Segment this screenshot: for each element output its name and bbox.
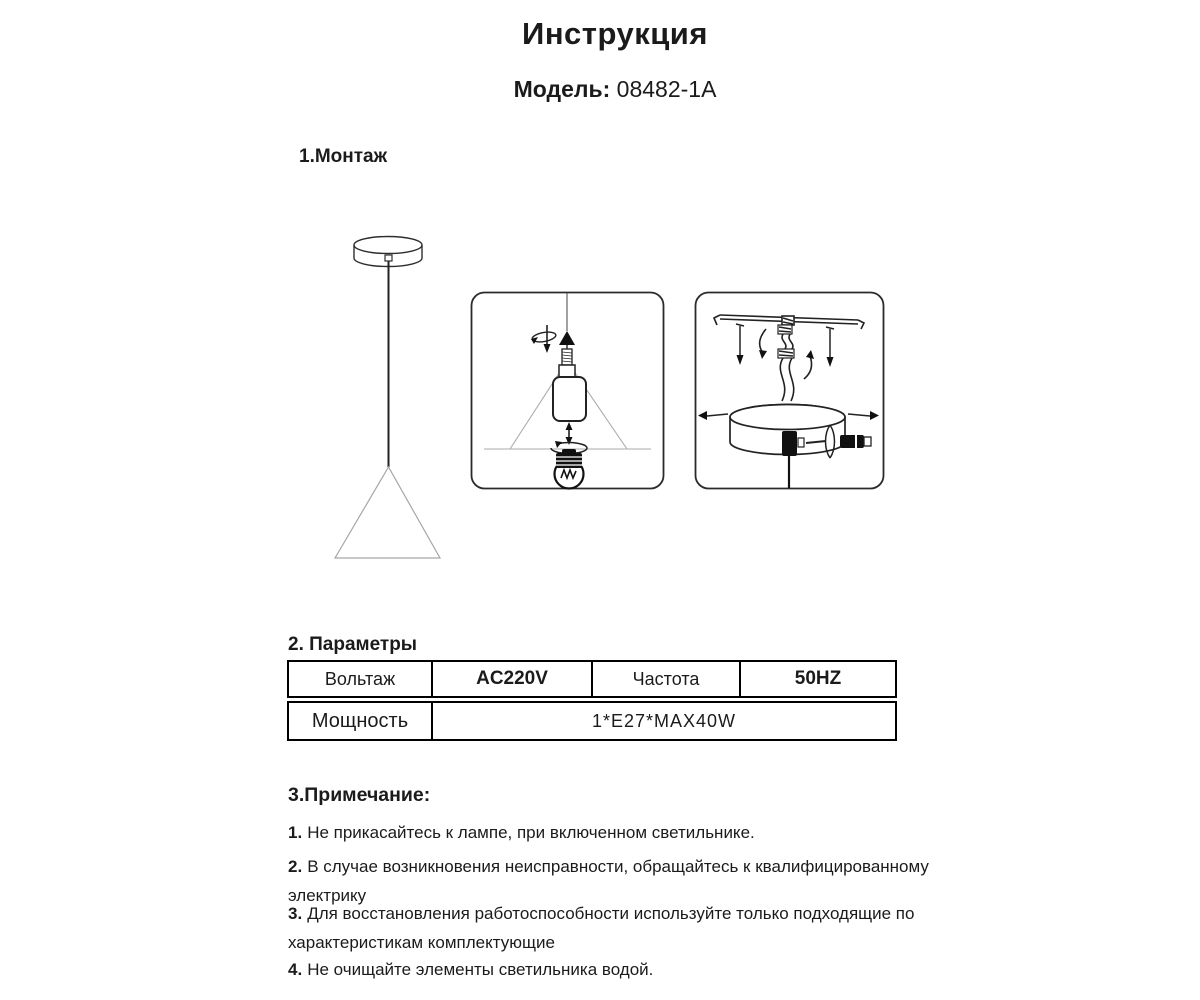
section-notes-heading: 3.Примечание:	[288, 784, 431, 806]
threaded-nipple	[562, 349, 572, 365]
power-value: 1*E27*MAX40W	[591, 710, 737, 731]
note-number: 3.	[288, 904, 303, 923]
cord-connector	[385, 255, 392, 261]
table-row	[287, 660, 897, 698]
note-item-1	[288, 818, 943, 847]
note-text: характеристикам комплектующие	[288, 933, 555, 952]
note-text: Не прикасайтесь к лампе, при включенном светильнике.	[307, 823, 755, 842]
voltage-label: Вольтаж	[289, 662, 433, 696]
note-text: Для восстановления работоспособности используйте только подходящие по	[307, 904, 915, 923]
note-text: В случае возникновения неисправности, обращайтесь к квалифицированному	[307, 857, 929, 876]
note-number: 2.	[288, 857, 303, 876]
note-text: Не очищайте элементы светильника водой.	[307, 960, 654, 979]
note-item-3	[288, 899, 943, 957]
light-bulb	[555, 449, 584, 489]
frequency-value: 50HZ	[794, 668, 842, 689]
note-text: электрику	[288, 886, 367, 905]
frequency-label: Частота	[593, 662, 741, 696]
ceiling-mount-drawing	[694, 291, 885, 490]
note-number: 4.	[288, 960, 303, 979]
section-montage-heading: 1.Монтаж	[299, 146, 388, 167]
power-label: Мощность	[289, 703, 433, 739]
note-number: 1.	[288, 823, 303, 842]
cone-shade	[335, 467, 440, 558]
model-line	[0, 76, 1200, 103]
voltage-value: AC220V	[433, 662, 593, 696]
pendant-lamp-drawing	[325, 228, 455, 568]
table-row	[287, 701, 897, 741]
bulb-installation-drawing	[470, 291, 665, 490]
page-title: Инструкция	[522, 16, 708, 51]
model-value: 08482-1A	[616, 76, 717, 102]
section-params-heading: 2. Параметры	[288, 634, 418, 655]
model-label: Модель:	[513, 76, 611, 102]
parameters-table	[287, 660, 897, 741]
note-item-4	[288, 955, 943, 984]
